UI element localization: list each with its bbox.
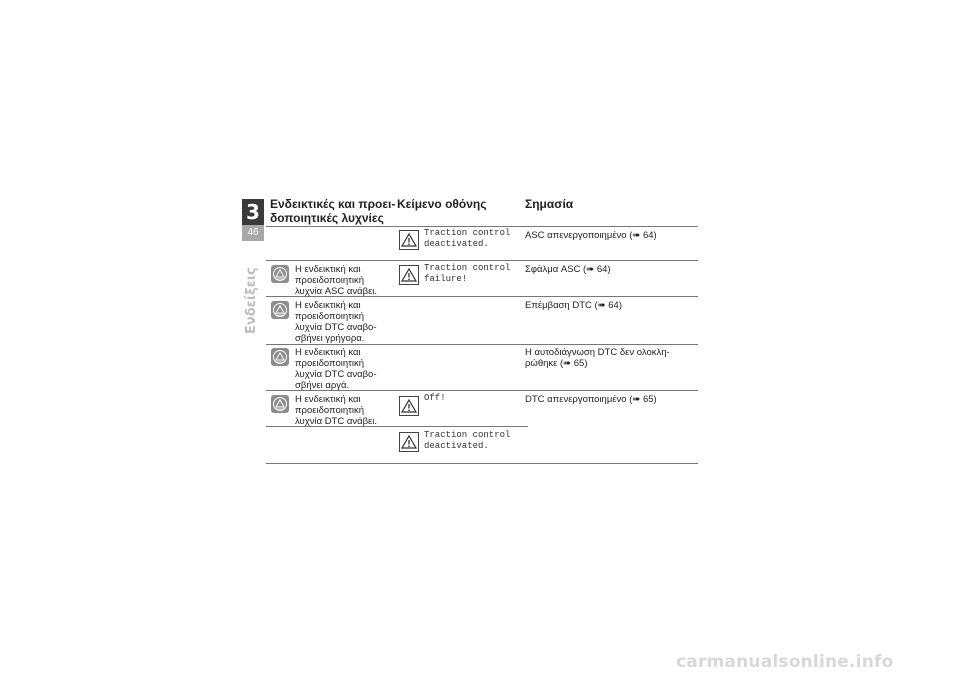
indicator-text: Η ενδεικτική και προειδοποιητική λυχνία DTC αναβο- σβήνει γρήγορα. [295, 300, 377, 344]
indicator-text: Η ενδεικτική και προειδοποιητική λυχνία DTC ανάβει. [295, 394, 378, 427]
watermark: carmanualsonline.info [676, 652, 894, 672]
traction-lamp-icon [271, 265, 289, 283]
warning-triangle-icon [399, 230, 419, 250]
display-text: Off! [424, 393, 446, 403]
display-text: Traction control failure! [424, 263, 511, 284]
indicator-text: Η ενδεικτική και προειδοποιητική λυχνία DTC αναβο- σβήνει αργά. [295, 347, 377, 391]
display-text-secondary: Traction control deactivated. [424, 430, 511, 451]
table-rule [266, 226, 698, 227]
display-text: Traction control deactivated. [424, 228, 511, 249]
section-label: Ενδείξεις [244, 267, 259, 334]
meaning-text: Σφάλμα ASC (➠ 64) [525, 264, 611, 275]
chapter-tab [242, 199, 264, 241]
meaning-text: Επέμβαση DTC (➠ 64) [525, 300, 622, 311]
chapter-number: 3 [242, 199, 264, 225]
header-display-text: Κείμενο οθόνης [397, 197, 487, 211]
warning-triangle-icon [399, 432, 419, 452]
table-rule [266, 344, 698, 345]
indicator-text: Η ενδεικτική και προειδοποιητική λυχνία ASC ανάβει. [295, 264, 378, 297]
header-indicators: Ενδεικτικές και προει- δοποιητικές λυχνίες [270, 197, 396, 225]
meaning-text: Η αυτοδιάγνωση DTC δεν ολοκλη- ρώθηκε (➠ 65) [525, 347, 670, 369]
traction-lamp-icon [271, 348, 289, 366]
table-rule [266, 260, 698, 261]
table-rule [266, 463, 698, 464]
meaning-text: ASC απενεργοποιημένο (➠ 64) [525, 230, 657, 241]
traction-lamp-icon [271, 395, 289, 413]
page-number: 46 [242, 225, 264, 241]
meaning-text: DTC απενεργοποιημένο (➠ 65) [525, 394, 657, 405]
warning-triangle-icon [399, 396, 419, 416]
warning-triangle-icon [399, 265, 419, 285]
header-meaning: Σημασία [525, 197, 574, 211]
traction-lamp-icon [271, 301, 289, 319]
